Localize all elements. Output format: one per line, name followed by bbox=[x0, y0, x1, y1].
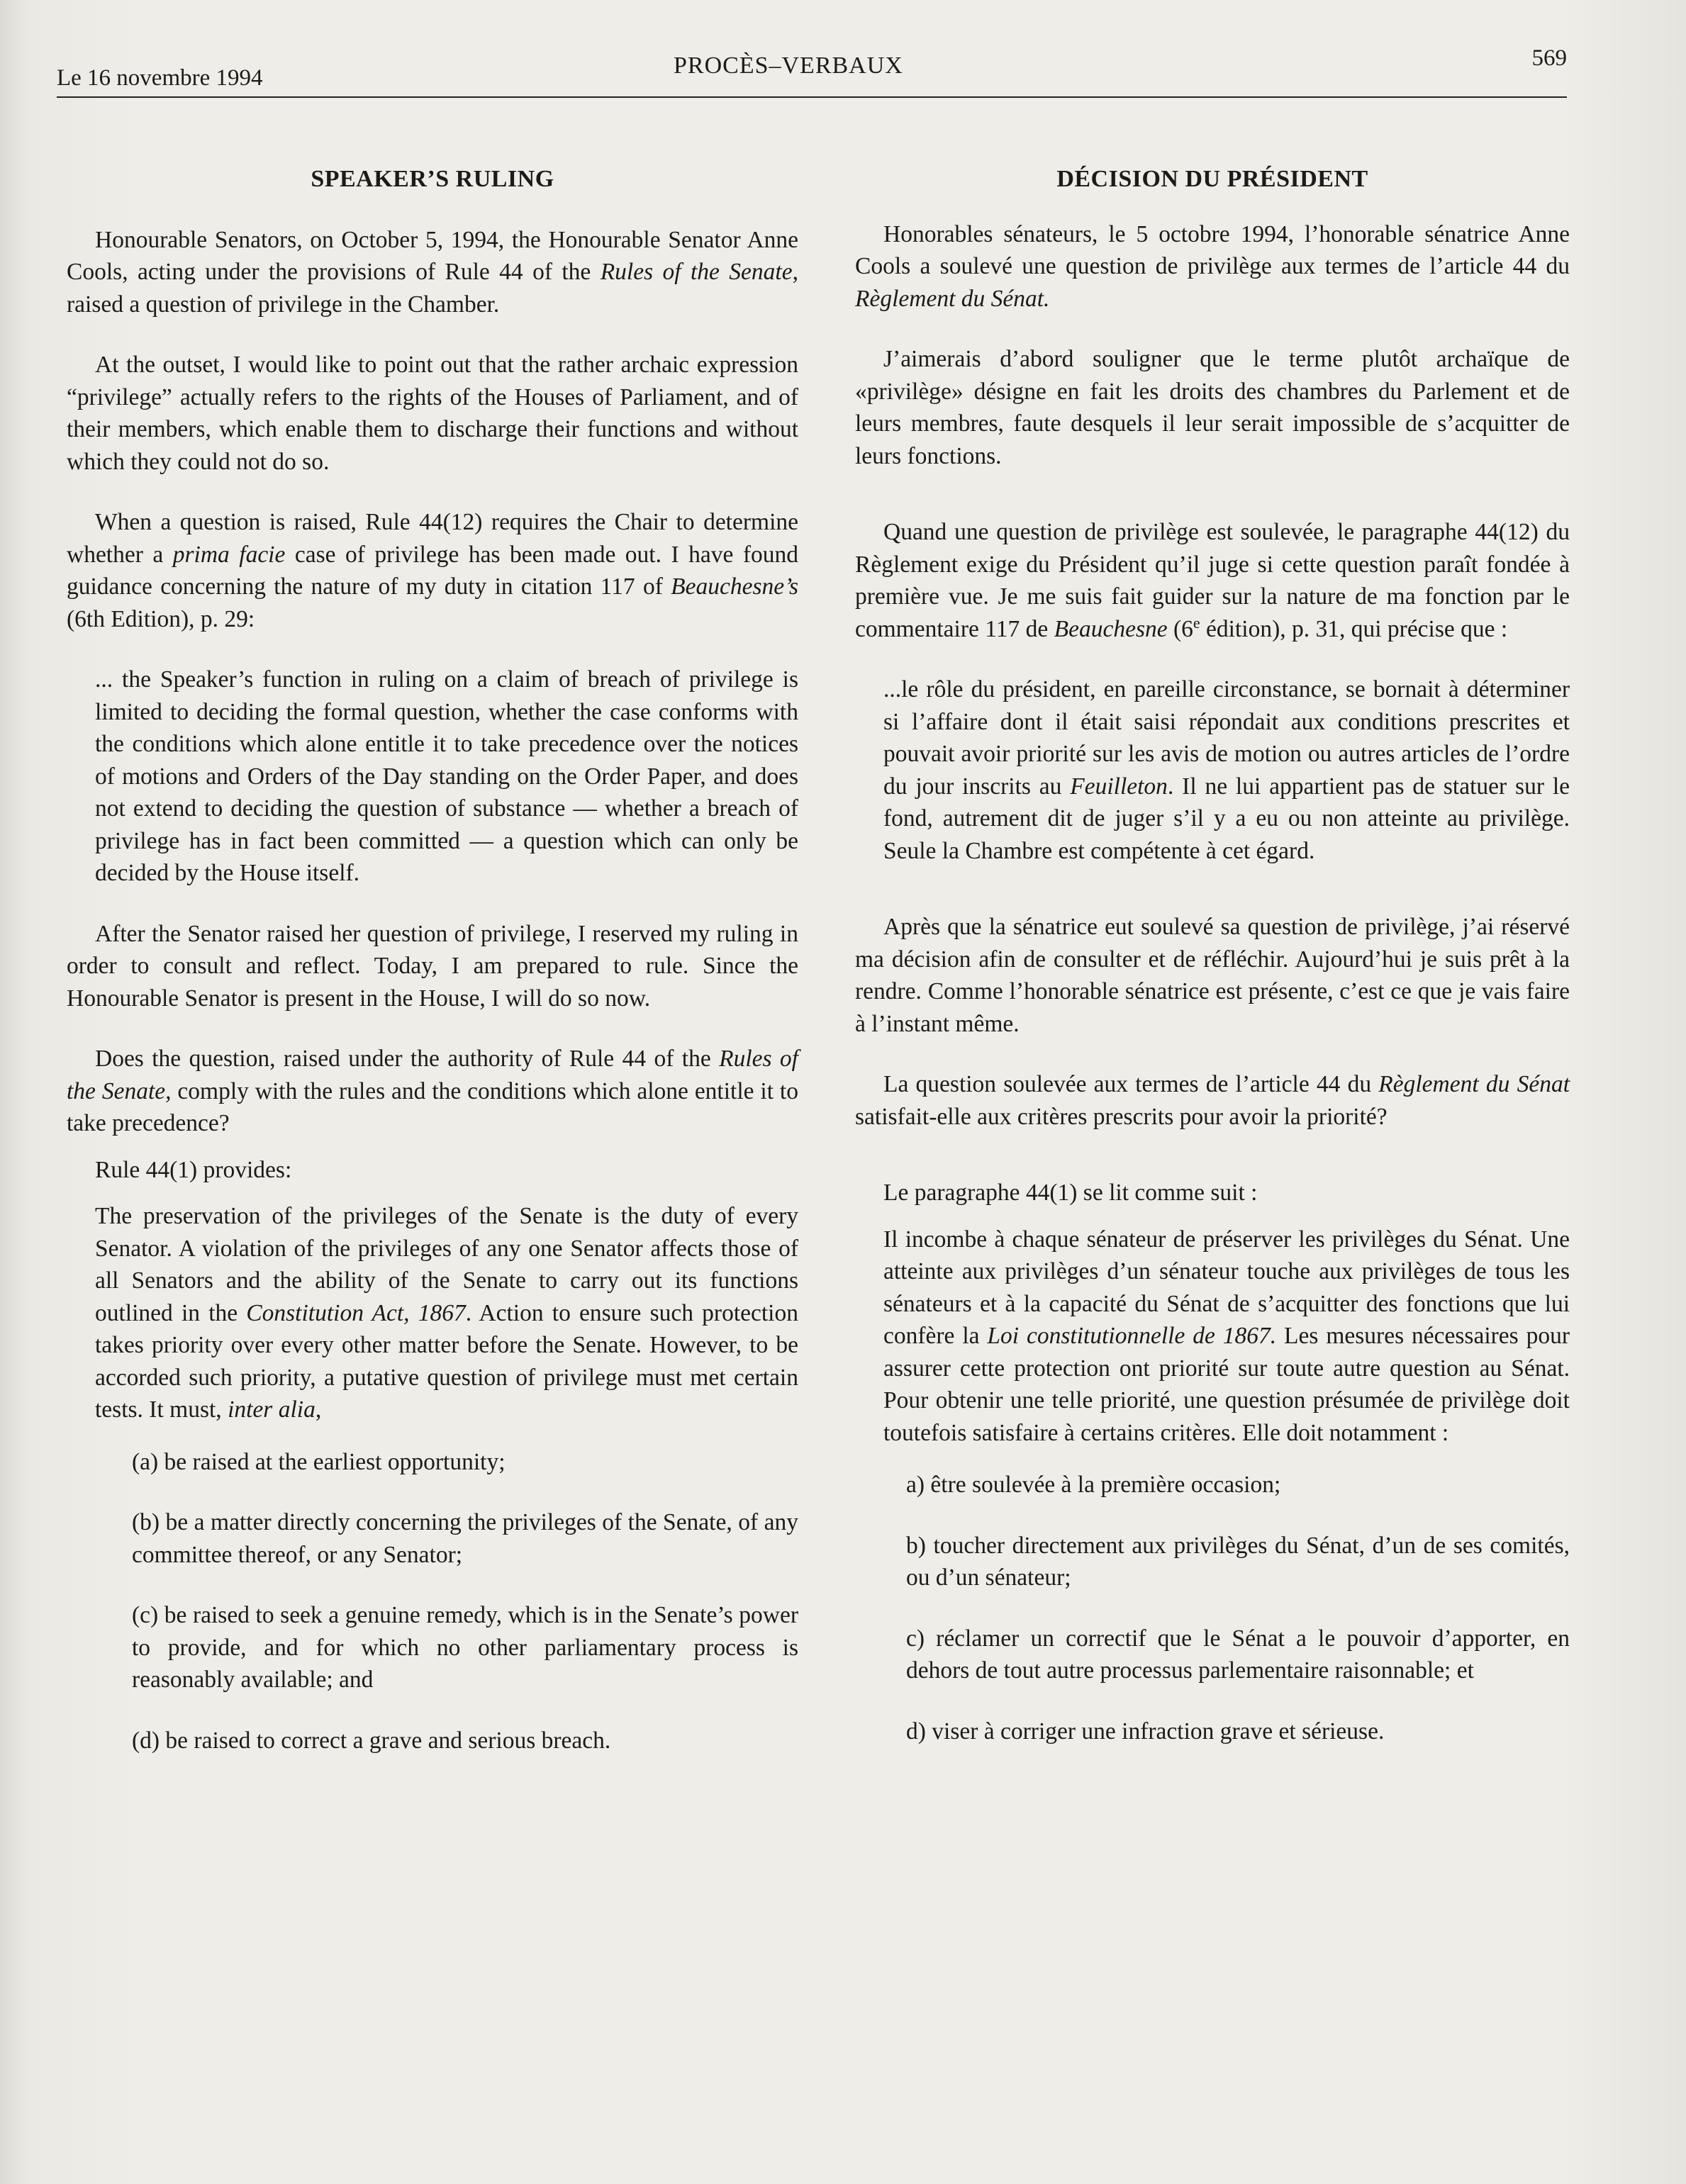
french-heading: DÉCISION DU PRÉSIDENT bbox=[1056, 166, 1368, 192]
english-criterion-b: (b) be a matter directly concerning the privileges of the Senate, of any committee thereof, or any Senator; bbox=[132, 1509, 798, 1568]
english-paragraph-2: At the outset, I would like to point out that the rather archaic expression “privilege” actually refers to the rights of the Houses of Parliament, and of their members, which enable them to discharge their functions and without which they could not do so. bbox=[67, 352, 798, 475]
header-rule bbox=[57, 96, 1567, 98]
french-paragraph-1: Honorables sénateurs, le 5 octobre 1994, l’honorable sénatrice Anne Cools a soulevé une question de privilège aux termes de l’article 44 du Règlement du Sénat. bbox=[855, 220, 1570, 312]
english-criterion-d: (d) be raised to correct a grave and serious breach. bbox=[132, 1727, 611, 1754]
english-paragraph-4: After the Senator raised her question of privilege, I reserved my ruling in order to consult and reflect. Today, I am prepared to rule. Since the Honourable Senator is present in the House, I will do so now. bbox=[67, 920, 798, 1012]
french-quotation: ...le rôle du président, en pareille circonstance, se bornait à déterminer si l’affaire dont il était saisi répondait aux conditions prescrites et pouvait avoir priorité sur les avis de motion ou autres articles de l’ordre du jour inscrits au Feuilleton. Il ne lui appartient pas de statuer sur le fond, autrement dit de juger s’il y a eu ou non atteinte au privilège. Seule la Chambre est compétente à cet égard. bbox=[883, 676, 1570, 864]
french-rule-intro: Le paragraphe 44(1) se lit comme suit : bbox=[883, 1180, 1258, 1206]
english-paragraph-1: Honourable Senators, on October 5, 1994, the Honourable Senator Anne Cools, acting under the provisions of Rule 44 of the Rules of the Senate, raised a question of privilege in the Chamber. bbox=[67, 226, 798, 318]
english-column bbox=[67, 163, 798, 1785]
english-criterion-a: (a) be raised at the earliest opportunity; bbox=[132, 1448, 506, 1475]
running-title: PROCÈS–VERBAUX bbox=[674, 52, 903, 79]
french-criterion-a: a) être soulevée à la première occasion; bbox=[906, 1472, 1281, 1498]
french-paragraph-5: La question soulevée aux termes de l’article 44 du Règlement du Sénat satisfait-elle aux critères prescrits pour avoir la priorité? bbox=[855, 1071, 1570, 1130]
french-criterion-b: b) toucher directement aux privilèges du Sénat, d’un de ses comités, ou d’un sénateur; bbox=[906, 1532, 1570, 1591]
french-paragraph-4: Après que la sénatrice eut soulevé sa question de privilège, j’ai réservé ma décision afin de consulter et de réfléchir. Aujourd’hui je suis prêt à la rendre. Comme l’honorable sénatrice est présente, c’est ce que je vais faire à l’instant même. bbox=[855, 914, 1570, 1037]
page-number: 569 bbox=[1531, 45, 1567, 71]
french-paragraph-2: J’aimerais d’abord souligner que le terme plutôt archaïque de «privilège» désigne en fait les droits des chambres du Parlement et de leurs membres, faute desquels il leur serait impossible de s’acquitter de leurs fonctions. bbox=[855, 346, 1570, 469]
header-date: Le 16 novembre 1994 bbox=[57, 65, 263, 91]
french-criterion-c: c) réclamer un correctif que le Sénat a le pouvoir d’apporter, en dehors de tout autre processus parlementaire raisonnable; et bbox=[906, 1625, 1570, 1684]
english-quotation: ... the Speaker’s function in ruling on a claim of breach of privilege is limited to deciding the formal question, whether the case conforms with the conditions which alone entitle it to take precedence over the notices of motions and Orders of the Day standing on the Order Paper, and does not extend to deciding the question of substance — whether a breach of privilege has in fact been committed — a question which can only be decided by the House itself. bbox=[95, 666, 798, 886]
english-rule-text: The preservation of the privileges of the Senate is the duty of every Senator. A violation of the privileges of any one Senator affects those of all Senators and the ability of the Senate to carry out its functions outlined in the Constitution Act, 1867. Action to ensure such protection takes priority over every other matter before the Senate. However, to be accorded such priority, a putative question of privilege must met certain tests. It must, inter alia, bbox=[95, 1203, 798, 1423]
french-paragraph-3: Quand une question de privilège est soulevée, le paragraphe 44(12) du Règlement exige du Président qu’il juge si cette question paraît fondée à première vue. Je me suis fait guider sur la nature de ma fonction par le commentaire 117 de Beauchesne (6e édition), p. 31, qui précise que : bbox=[855, 519, 1570, 642]
french-criterion-d: d) viser à corriger une infraction grave et sérieuse. bbox=[906, 1718, 1385, 1745]
page-header bbox=[57, 45, 1567, 95]
french-rule-text: Il incombe à chaque sénateur de préserver les privilèges du Sénat. Une atteinte aux privilèges d’un sénateur touche aux privilèges de tous les sénateurs et à la capacité du Sénat de s’acquitter des fonctions que lui confère la Loi constitutionnelle de 1867. Les mesures nécessaires pour assurer cette protection ont priorité sur toute autre question au Sénat. Pour obtenir une telle priorité, une question présumée de privilège doit toutefois satisfaire à certains critères. Elle doit notamment : bbox=[883, 1226, 1570, 1446]
english-paragraph-5: Does the question, raised under the authority of Rule 44 of the Rules of the Senate, comply with the rules and the conditions which alone entitle it to take precedence? bbox=[67, 1046, 798, 1136]
english-heading: SPEAKER’S RULING bbox=[311, 166, 554, 192]
english-paragraph-3: When a question is raised, Rule 44(12) requires the Chair to determine whether a prima facie case of privilege has been made out. I have found guidance concerning the nature of my duty in citation 117 of Beauchesne’s (6th Edition), p. 29: bbox=[67, 509, 798, 632]
english-criterion-c: (c) be raised to seek a genuine remedy, which is in the Senate’s power to provide, and for which no other parliamentary process is reasonably available; and bbox=[132, 1602, 798, 1693]
english-rule-intro: Rule 44(1) provides: bbox=[95, 1156, 292, 1183]
french-column bbox=[855, 163, 1570, 1776]
